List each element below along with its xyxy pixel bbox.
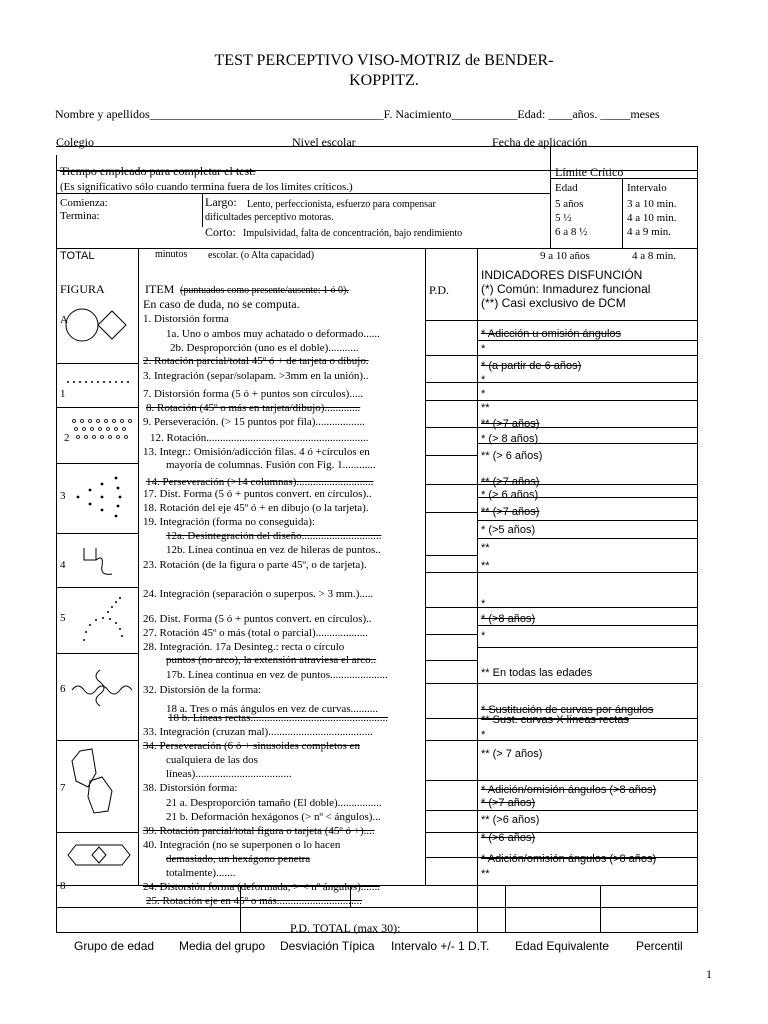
item-text: 27. Rotación 45º o más (total o parcial)................... bbox=[143, 627, 368, 639]
indicator-line bbox=[477, 355, 697, 356]
item-text: 33. Integración (cruzan mal)...................................... bbox=[143, 726, 373, 738]
tiempo-comienza: Comienza: bbox=[60, 197, 108, 209]
indicator-text: ** bbox=[481, 402, 490, 414]
tiempo-note-line bbox=[56, 193, 550, 194]
figure-label: 4 bbox=[60, 559, 66, 571]
tiempo-right-border bbox=[697, 146, 698, 249]
figure-6-drawing bbox=[70, 668, 136, 708]
figure-label: 6 bbox=[60, 683, 66, 695]
indicator-text: * bbox=[481, 598, 486, 610]
item-text: 1. Distorsión forma bbox=[143, 313, 229, 325]
field-nivel-escolar: Nivel escolar bbox=[292, 135, 356, 149]
pd-line bbox=[425, 382, 477, 383]
largo-label: Largo: bbox=[205, 195, 237, 209]
item-text: 12b. Línea continua en vez de hileras de puntos.. bbox=[166, 544, 381, 556]
item-text: 23. Rotación (de la figura o parte 45º, o de tarjeta). bbox=[143, 559, 367, 571]
pd-line bbox=[425, 810, 477, 811]
item-text: 17b. Línea continua en vez de puntos..................... bbox=[166, 669, 388, 681]
tiempo-label: Tiempo empleado para completar el test. bbox=[60, 164, 256, 178]
figure-label: 1 bbox=[60, 388, 66, 400]
indicator-text: * (>7 años) bbox=[481, 797, 536, 809]
indicator-line bbox=[477, 382, 697, 383]
item-text: mayoría de columnas. Fusión con Fig. 1............ bbox=[166, 459, 376, 471]
figure-row-separator bbox=[56, 653, 138, 654]
indicator-line bbox=[477, 572, 697, 573]
indicator-line bbox=[477, 780, 697, 781]
corto-continued: escolar. (o Alta capacidad) bbox=[208, 250, 315, 261]
pd-line bbox=[425, 740, 477, 741]
indicator-line bbox=[477, 607, 697, 608]
figure-7-drawing bbox=[68, 747, 118, 819]
pd-line bbox=[425, 355, 477, 356]
item-text: demasiado, un hexágono penetra bbox=[166, 853, 311, 865]
figure-label: A bbox=[60, 314, 68, 326]
item-text: líneas)................................... bbox=[166, 768, 292, 780]
largo-text-2: dificultades perceptivo motoras. bbox=[205, 212, 334, 223]
figure-row-separator bbox=[56, 533, 138, 534]
figure-row-separator bbox=[56, 363, 138, 364]
item-text: 38. Distorsión forma: bbox=[143, 782, 238, 794]
figure-row-separator bbox=[56, 587, 138, 588]
limite-critico-title: Límite Crítico bbox=[555, 165, 624, 179]
indicator-line bbox=[477, 625, 697, 626]
item-text: 25. Rotación eje en 45º o más............................... bbox=[146, 895, 363, 907]
item-text: 2b. Desproporción (uno es el doble)........... bbox=[170, 342, 359, 354]
figure-label: 3 bbox=[60, 490, 66, 502]
figure-label: 7 bbox=[60, 782, 66, 794]
limite-edad: 5 años bbox=[555, 198, 584, 210]
indicator-text: * (> 6 años) bbox=[481, 489, 539, 501]
page-number: 1 bbox=[706, 967, 712, 981]
item-text: 17. Dist. Forma (5 ó + puntos convert. en círculos).. bbox=[143, 488, 372, 500]
indicator-text: * (a partir de 6 años) bbox=[481, 360, 582, 372]
item-text: 28. Integración. 17a Desinteg.: recta o círculo bbox=[143, 641, 345, 653]
indicator-text: ** bbox=[481, 868, 490, 880]
pd-line bbox=[425, 832, 477, 833]
figure-4-drawing bbox=[80, 544, 120, 580]
pd-line bbox=[425, 683, 477, 684]
indicator-text: ** (>6 años) bbox=[481, 814, 540, 826]
indicator-line bbox=[477, 810, 697, 811]
corto-label: Corto: bbox=[205, 225, 236, 239]
main-left-border bbox=[56, 248, 57, 933]
pd-line bbox=[425, 780, 477, 781]
item-text: 26. Dist. Forma (5 ó + puntos convert. en círculos).. bbox=[143, 613, 372, 625]
indicator-text: ** (> 7 años) bbox=[481, 748, 543, 760]
figure-row-separator bbox=[56, 407, 138, 408]
item-text: 14. Perseveración (>14 columnas)............................ bbox=[146, 476, 374, 488]
pd-line bbox=[425, 607, 477, 608]
main-top-border bbox=[56, 248, 698, 249]
item-text: 21 a. Desproporción tamaño (El doble)................ bbox=[166, 797, 382, 809]
item-text: 13. Integr.: Omisión/adicción filas. 4 ó +círculos en bbox=[143, 446, 370, 458]
item-text: 1a. Uno o ambos muy achatado o deformado...... bbox=[166, 328, 380, 340]
figure-3-drawing bbox=[72, 472, 132, 522]
header-item: ITEM bbox=[145, 282, 175, 296]
indicator-text: * bbox=[481, 374, 486, 386]
indicator-text: ** En todas las edades bbox=[481, 667, 593, 679]
pd-line bbox=[425, 718, 477, 719]
footer-col-label: Grupo de edad bbox=[74, 939, 155, 953]
pd-line bbox=[425, 400, 477, 401]
footer-col-label: Intervalo +/- 1 D.T. bbox=[391, 939, 490, 953]
field-colegio: Colegio bbox=[56, 135, 94, 149]
indicator-line bbox=[477, 538, 697, 539]
main-right-border bbox=[697, 248, 698, 933]
indicator-text: * Adición/omisión ángulos (>8 años) bbox=[481, 784, 657, 796]
indicator-text: ** (> 6 años) bbox=[481, 450, 543, 462]
item-text: 39. Rotación parcial/total figura o tarjeta (45º ó +).... bbox=[143, 825, 375, 837]
indicator-text: * Adición/omisión ángulos (>8 años) bbox=[481, 853, 657, 865]
indicator-text: ** (>7 años) bbox=[481, 506, 540, 518]
footer-col-divider bbox=[600, 885, 601, 932]
indicator-text: ** Sust. curvas X líneas rectas bbox=[481, 714, 629, 726]
item-text: 19. Integración (forma no conseguida): bbox=[143, 516, 315, 528]
footer-col-label: Media del grupo bbox=[179, 939, 266, 953]
indicator-text: * (> 8 años) bbox=[481, 433, 539, 445]
col-figura-divider bbox=[138, 248, 139, 885]
indicator-text: * bbox=[481, 729, 486, 741]
header-indicadores: INDICADORES DISFUNCIÓN bbox=[481, 268, 643, 282]
indicator-text: * (>8 años) bbox=[481, 613, 536, 625]
indicator-line bbox=[477, 520, 697, 521]
indicator-text: * (>6 años) bbox=[481, 832, 536, 844]
item-text: 40. Integración (no se superponen o lo hacen bbox=[143, 839, 341, 851]
indicator-text: * bbox=[481, 630, 486, 642]
indicator-line bbox=[477, 683, 697, 684]
indicator-line bbox=[477, 340, 697, 341]
header-item-note: (puntuados como presente/ausente: 1 ó 0). bbox=[180, 285, 349, 296]
figure-label: 8 bbox=[60, 880, 66, 892]
pd-line bbox=[425, 320, 477, 321]
tiempo-termina: Termina: bbox=[60, 210, 100, 222]
figure-a-drawing bbox=[62, 300, 132, 350]
col-item-divider bbox=[425, 248, 426, 885]
colegio-underline bbox=[56, 146, 698, 147]
tiempo-note: (Es significativo sólo cuando termina fuera de los límites críticos.) bbox=[60, 181, 353, 193]
indicator-line bbox=[477, 740, 697, 741]
indicator-text: ** (>7 años) bbox=[481, 418, 540, 430]
header-figura: FIGURA bbox=[60, 282, 105, 296]
field-nombre-line: Nombre y apellidos_______________________________________F. Nacimiento___________Edad: ____años. _____meses bbox=[55, 107, 660, 121]
item-text: cualquiera de las dos bbox=[166, 754, 258, 766]
item-text: 21 b. Deformación hexágonos (> nº < ángulos)... bbox=[166, 811, 381, 823]
largo-text-1: Lento, perfeccionista, esfuerzo para compensar bbox=[247, 199, 436, 210]
figure-8-drawing bbox=[66, 842, 132, 868]
indicator-text: ** bbox=[481, 560, 490, 572]
indicator-line bbox=[477, 400, 697, 401]
header-dcm: (**) Casi exclusivo de DCM bbox=[481, 296, 626, 310]
footer-col-label: Percentil bbox=[636, 939, 683, 953]
item-text: 18 b. Líneas rectas.................................................. bbox=[168, 712, 388, 724]
title-line-1: TEST PERCEPTIVO VISO-MOTRIZ de BENDER- bbox=[214, 52, 554, 69]
pd-line bbox=[425, 555, 477, 556]
item-text: 12. Rotación........................................................... bbox=[150, 432, 369, 444]
indicator-text: ** bbox=[481, 542, 490, 554]
indicator-text: * bbox=[481, 388, 486, 400]
item-text: 8. Rotación (45º o más en tarjeta/dibujo)............. bbox=[146, 402, 361, 414]
item-text: 34. Perseveración (6 ó + sinusoides completos en bbox=[143, 740, 360, 752]
figure-row-separator bbox=[56, 740, 138, 741]
total-top-line bbox=[56, 907, 698, 908]
item-text: 24. Integración (separación o superpos. > 3 mm.)..... bbox=[143, 588, 374, 600]
limite-col-edad: Edad bbox=[555, 182, 578, 194]
pd-line bbox=[425, 634, 477, 635]
tiempo-inner-divider bbox=[202, 193, 203, 227]
header-comun: (*) Común: Inmadurez funcional bbox=[481, 282, 651, 296]
indicator-text: ** (>7 años) bbox=[481, 476, 540, 488]
tiempo-left-border bbox=[56, 155, 57, 249]
figure-row-separator bbox=[56, 832, 138, 833]
indicator-text: * Adicción u omisión ángulos bbox=[481, 328, 622, 340]
limite-edad: 6 a 8 ½ bbox=[555, 226, 588, 238]
pd-line bbox=[425, 455, 477, 456]
item-text: 9. Perseveración. (> 15 puntos por fila).................. bbox=[143, 416, 365, 428]
limite-col-intervalo: Intervalo bbox=[627, 182, 667, 194]
item-text: 7. Distorsión forma (5 ó + puntos son círculos)..... bbox=[143, 388, 364, 400]
item-text: 2. Rotación parcial/total 45º ó + de tarjeta o dibujo. bbox=[143, 355, 369, 367]
item-text: 24. Distorsión forma (deformada, > < nº ángulos)....... bbox=[143, 881, 380, 893]
pd-total-label: P.D. TOTAL (max 30): bbox=[290, 921, 401, 935]
limite-intervalo: 3 a 10 min. bbox=[627, 198, 677, 210]
indicator-text: * Sustitución de curvas por ángulos bbox=[481, 704, 654, 716]
figure-row-separator bbox=[56, 463, 138, 464]
limite-intervalo: 4 a 8 min. bbox=[632, 250, 676, 262]
item-text: totalmente)....... bbox=[166, 867, 236, 879]
figure-label: 2 bbox=[64, 432, 70, 444]
item-text: 18 a. Tres o más ángulos en vez de curvas.......... bbox=[166, 703, 379, 715]
title-line-2: KOPPITZ. bbox=[349, 72, 419, 89]
header-duda: En caso de duda, no se computa. bbox=[143, 297, 300, 311]
corto-text: Impulsividad, falta de concentración, bajo rendimiento bbox=[243, 228, 463, 239]
minutos-label: minutos bbox=[155, 249, 188, 260]
pd-line bbox=[425, 484, 477, 485]
item-text: puntos (no arco), la extensión atraviesa el arco.. bbox=[166, 654, 377, 666]
figure-2-drawing bbox=[70, 415, 134, 445]
indicator-text: * (>5 años) bbox=[481, 524, 536, 536]
pd-line bbox=[425, 857, 477, 858]
total-label: TOTAL bbox=[60, 250, 95, 262]
indicator-line bbox=[477, 320, 697, 321]
indicator-line bbox=[477, 647, 697, 648]
figure-5-drawing bbox=[78, 596, 130, 648]
item-text: 3. Integración (separ/solapam. >3mm en la unión).. bbox=[143, 370, 369, 382]
pd-line bbox=[425, 427, 477, 428]
limite-edad: 9 a 10 años bbox=[540, 250, 590, 262]
pd-line bbox=[425, 660, 477, 661]
item-text: 18. Rotación del eje 45º ó + en dibujo (o la tarjeta). bbox=[143, 502, 369, 514]
header-pd: P.D. bbox=[429, 283, 450, 297]
field-fecha-aplicacion: Fecha de aplicación bbox=[492, 135, 588, 149]
limite-col-divider bbox=[622, 178, 623, 249]
limite-intervalo: 4 a 9 min. bbox=[627, 226, 671, 238]
footer-col-divider bbox=[505, 885, 506, 932]
limite-intervalo: 4 a 10 min. bbox=[627, 212, 677, 224]
figure-1-drawing bbox=[64, 372, 134, 392]
item-text: 32. Distorsión de la forma: bbox=[143, 684, 262, 696]
tiempo-mid-border bbox=[550, 146, 551, 249]
col-pd-divider bbox=[477, 248, 478, 933]
pd-line bbox=[425, 512, 477, 513]
item-text: 12a. Desintegración del diseño............................. bbox=[166, 530, 382, 542]
pd-line bbox=[425, 572, 477, 573]
limite-edad: 5 ½ bbox=[555, 212, 572, 224]
footer-col-label: Edad Equivalente bbox=[515, 939, 610, 953]
footer-col-label: Desviación Típica bbox=[280, 939, 375, 953]
indicator-text: * bbox=[481, 343, 486, 355]
figure-label: 5 bbox=[60, 612, 66, 624]
